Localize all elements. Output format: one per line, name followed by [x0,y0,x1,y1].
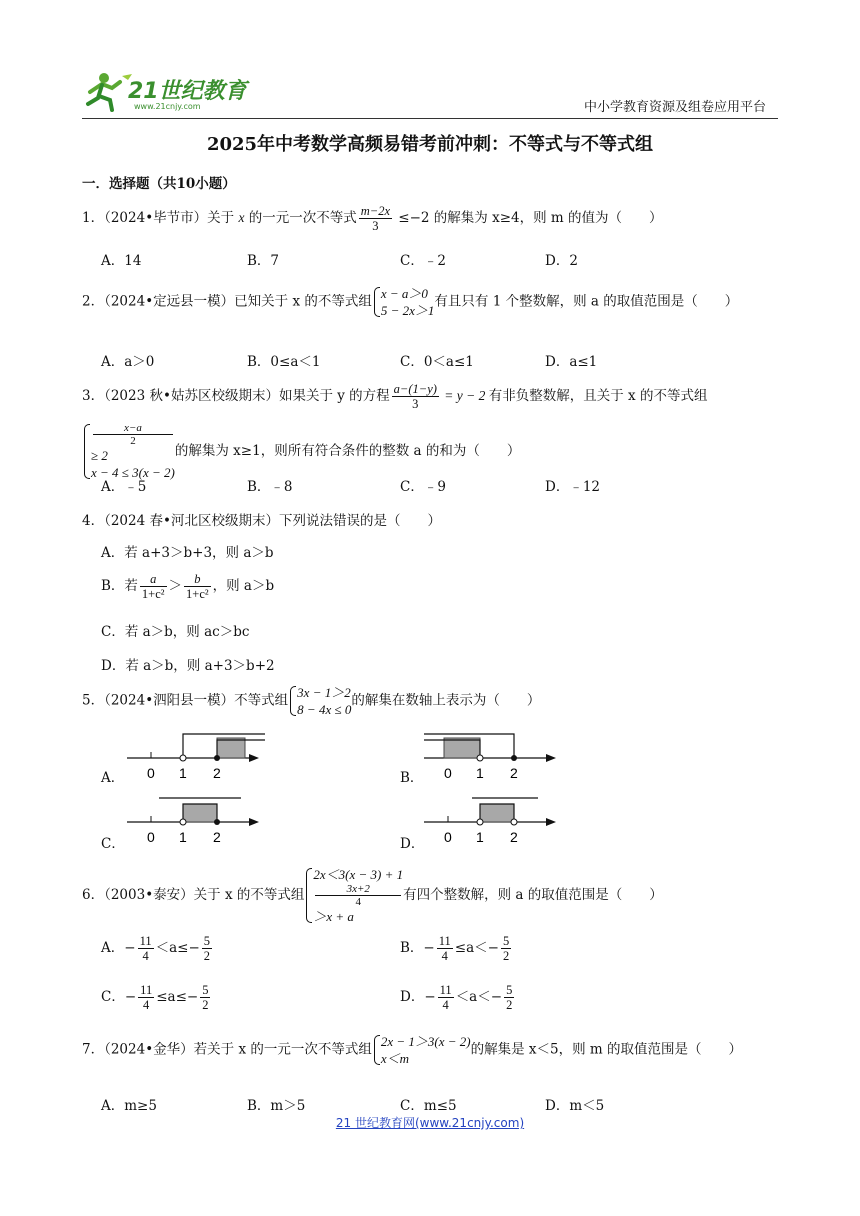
tick-1: 1 [179,829,187,845]
question-5 [82,684,540,718]
question-2 [82,285,738,319]
tick-0: 0 [147,765,155,781]
q6-opta-left-den: 4 [142,949,149,963]
question-1 [82,204,663,233]
q2-prefix: 2．（2024•定远县一模）已知关于 x 的不等式组 [82,293,372,310]
q6-optc-frac-right [200,983,210,1012]
q5-sys-line-1: 3x − 1＞2 [297,685,351,700]
q6-optc-left-den: 4 [143,998,150,1012]
q2-system [372,285,435,319]
q3-option-d[interactable]: D．﹣12 [545,479,601,495]
q4-optb-prefix: B．若 [101,578,138,594]
q3-fraction [392,382,439,411]
q3-sys-frac-den: 2 [130,435,136,447]
tick-1: 1 [179,765,187,781]
q1-option-a[interactable]: A．14 [101,253,142,269]
q7-suffix: 的解集是 x＜5，则 m 的取值范围是（ ） [470,1041,742,1058]
q6-optc-mid: ≤a≤− [156,989,199,1005]
q1-option-d[interactable]: D．2 [545,253,578,269]
q4-option-c[interactable]: C．若 a＞b，则 ac＞bc [101,624,250,640]
q6-optd-mid: ＜a＜− [455,989,503,1005]
q5-option-b-label[interactable]: B． [400,770,424,786]
q2-option-d[interactable]: D．a≤1 [545,354,598,370]
tick-2: 2 [213,765,221,781]
q6-opta-frac-left [138,934,154,963]
q1-solution: x≥4 [492,210,520,226]
q3-option-b[interactable]: B．﹣8 [247,479,293,495]
q6-optb-frac-left [437,934,453,963]
q7-option-b[interactable]: B．m＞5 [247,1098,306,1114]
q6-optd-frac-right [504,983,514,1012]
q6-optd-left-num: 11 [439,983,452,997]
q1-mid: 的一元一次不等式 [244,210,357,226]
question-7 [82,1033,742,1067]
q3-sys-rel: ≥ 2 [91,448,108,463]
q3-option-a[interactable]: A．﹣5 [101,479,147,495]
q6-optb-left-num: 11 [438,934,451,948]
q4-optb-num-2: b [184,572,211,587]
q7-option-a[interactable]: A．m≥5 [101,1098,157,1114]
q7-sys-line-1: 2x − 1＞3(x − 2) [380,1034,471,1049]
q6-opta-right-num: 5 [203,934,211,948]
q6-sys-rel: ＞x + a [313,909,354,924]
q7-prefix: 7．（2024•金华）若关于 x 的一元一次不等式组 [82,1041,372,1058]
q3-frac-den: 3 [412,397,419,411]
tick-1: 1 [476,829,484,845]
q1-relation: ≤−2 的解集为 [394,210,493,226]
q6-optc-right-num: 5 [202,983,209,997]
brand-logo [82,70,262,116]
q2-option-c[interactable]: C．0＜a≤1 [400,354,474,370]
q2-option-a[interactable]: A．a＞0 [101,354,155,370]
question-6 [82,866,663,925]
q5-option-d-label[interactable]: D． [400,836,425,852]
q4-optb-frac-2 [184,572,211,601]
q6-prefix: 6．（2003•泰安）关于 x 的不等式组 [82,887,305,903]
tick-1: 1 [476,765,484,781]
q5-option-c-label[interactable]: C． [101,836,125,852]
q6-opta-mid: ＜a≤− [155,940,200,956]
tick-2: 2 [213,829,221,845]
question-4: 4．（2024 春•河北区校级期末）下列说法错误的是（ ） [82,513,441,529]
q6-optd-right-den: 2 [506,998,513,1012]
q5-system [288,684,351,718]
q4-optb-num-1: a [140,572,167,587]
q7-sys-line-2: x＜m [380,1051,410,1066]
q3-option-c[interactable]: C．﹣9 [400,479,446,495]
q3-sys-frac-num: x−a [93,422,173,435]
q3-system [82,422,175,481]
q3-frac-num: a−(1−y) [393,382,437,396]
q4-optb-den-1: 1+c² [141,587,165,601]
question-3 [82,382,707,411]
q6-optd-frac-left [438,983,454,1012]
q6-opta-right-den: 2 [203,949,211,963]
q6-optd-label: D． [400,989,425,1005]
question-3-line-2 [82,422,520,481]
q6-optd-right-num: 5 [506,983,513,997]
q6-optb-right-num: 5 [502,934,510,948]
q1-option-c[interactable]: C．﹣2 [400,253,446,269]
q6-option-a[interactable]: A．− $\frac{11}{4}$ ＜a≤− $\frac{5}{2}$ [101,934,211,963]
q4-option-a[interactable]: A．若 a+3＞b+3，则 a＞b [101,545,274,561]
q3-sys-line-1 [91,422,175,464]
q1-frac-num: m−2x [360,204,391,218]
q4-optb-den-2: 1+c² [186,587,209,601]
q5-option-a-number-line[interactable] [125,726,265,782]
q6-sys-line-1: 2x＜3(x − 3) + 1 [313,867,404,882]
q1-option-b[interactable]: B．7 [247,253,280,269]
q5-option-a-label[interactable]: A． [101,770,125,786]
q7-system [372,1033,471,1067]
q6-opta-label: A． [101,940,125,956]
q3-suffix-2: 的解集为 x≥1，则所有符合条件的整数 a 的和为（ ） [174,443,521,459]
q7-option-d[interactable]: D．m＜5 [545,1098,605,1114]
logo-text: 21世纪教育 [128,79,247,104]
q6-optb-right-den: 2 [502,949,510,963]
q2-suffix: 有且只有 1 个整数解，则 a 的取值范围是（ ） [434,293,739,310]
q6-option-b[interactable]: B．− $\frac{11}{4}$ ≤a＜− $\frac{5}{2}$ [400,934,510,963]
q5-option-c-number-line[interactable] [125,794,265,850]
q5-suffix: 的解集在数轴上表示为（ ） [351,692,541,709]
q3-suffix: 有非负整数解，且关于 x 的不等式组 [488,388,708,404]
section-heading: 一．选择题（共10小题） [82,176,236,192]
q4-option-d[interactable]: D．若 a＞b，则 a+3＞b+2 [101,658,275,674]
q6-sys-line-2 [313,883,403,925]
q6-optc-frac-left [138,983,154,1012]
q6-optc-label: C． [101,989,125,1005]
footer-link[interactable]: 21 世纪教育网(www.21cnjy.com) [335,1116,525,1130]
q6-sys-frac-num: 3x+2 [315,883,401,896]
q3-equation-rhs: = y − 2 [440,388,489,403]
tick-2: 2 [510,765,518,781]
q6-optb-label: B． [400,940,424,956]
q2-option-b[interactable]: B．0≤a＜1 [247,354,321,370]
tick-2: 2 [510,829,518,845]
logo-url: www.21cnjy.com [134,102,201,111]
q1-prefix: 1．（2024•毕节市）关于 [82,210,239,226]
q4-optb-gt: ＞ [168,578,183,594]
tick-0: 0 [444,829,452,845]
q6-optc-right-den: 2 [202,998,209,1012]
q4-option-b[interactable] [101,572,274,601]
q4-optb-frac-1 [140,572,167,601]
q6-opta-left-num: 11 [139,934,152,948]
q3-prefix: 3．（2023 秋•姑苏区校级期末）如果关于 y 的方程 [82,388,390,404]
tick-0: 0 [444,765,452,781]
header-divider [82,118,778,119]
q6-optc-left-num: 11 [140,983,153,997]
q6-system [304,866,403,925]
q5-option-d-number-line[interactable] [422,794,562,850]
platform-name: 中小学教育资源及组卷应用平台 [584,100,767,115]
q6-option-d[interactable]: D．− $\frac{11}{4}$ ＜a＜− $\frac{5}{2}$ [400,983,513,1012]
tick-0: 0 [147,829,155,845]
q6-optb-frac-right [501,934,511,963]
q3-sys-line-2: x − 4 ≤ 3(x − 2) [91,465,175,480]
q5-option-b-number-line[interactable] [422,726,562,782]
q6-optb-left-den: 4 [441,949,448,963]
q6-option-c[interactable]: C．− $\frac{11}{4}$ ≤a≤− $\frac{5}{2}$ [101,983,209,1012]
q6-suffix: 有四个整数解，则 a 的取值范围是（ ） [403,887,663,903]
q4-optb-suffix: ，则 a＞b [212,578,275,594]
q5-sys-line-2: 8 − 4x ≤ 0 [297,702,352,717]
q7-option-c[interactable]: C．m≤5 [400,1098,457,1114]
q2-sys-line-1: x − a＞0 [380,286,428,301]
page-title: 2025年中考数学高频易错考前冲刺：不等式与不等式组 [206,134,654,155]
q5-prefix: 5．（2024•泗阳县一模）不等式组 [82,692,289,709]
q2-sys-line-2: 5 − 2x＞1 [380,303,435,318]
q6-sys-frac-den: 4 [355,896,361,908]
q3-sys-fraction [93,422,173,447]
q6-opta-frac-right [202,934,212,963]
q1-fraction [359,204,392,233]
q1-frac-den: 3 [372,219,379,233]
q6-optd-left-den: 4 [442,998,449,1012]
q6-optb-mid: ≤a＜− [454,940,499,956]
q1-suffix: ，则 m 的值为（ ） [519,210,663,226]
q6-sys-fraction [315,883,401,908]
q1-var: x [238,210,245,225]
